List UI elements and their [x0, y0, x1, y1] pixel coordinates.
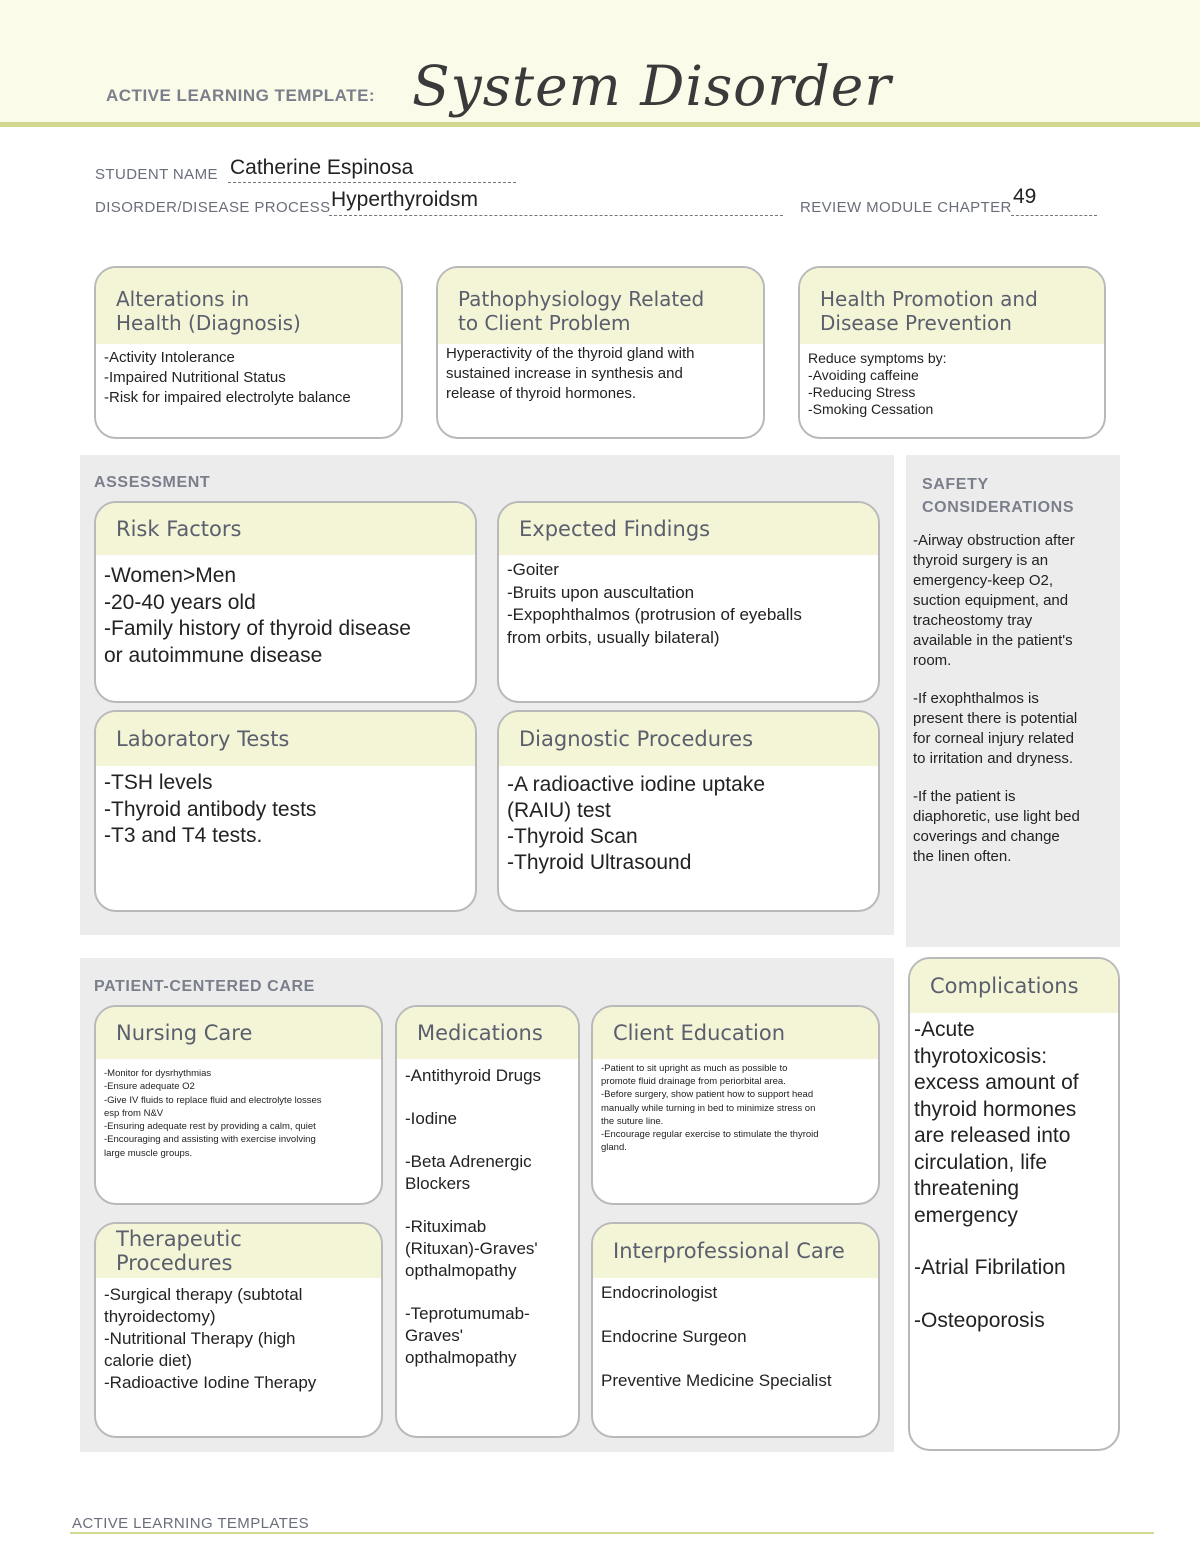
list-item: -Bruits upon auscultation — [507, 582, 695, 602]
list-item: release of thyroid hormones. — [446, 385, 637, 402]
interprofessional-care-title: Interprofessional Care — [593, 1224, 878, 1278]
list-item: -Encourage regular exercise to stimulate the thyroid — [601, 1129, 819, 1141]
expected-findings-title: Expected Findings — [499, 503, 878, 555]
footer-label: ACTIVE LEARNING TEMPLATES — [72, 1515, 309, 1532]
complications-box — [908, 957, 1120, 1451]
risk-factors-title: Risk Factors — [96, 503, 475, 555]
client-education-body — [593, 1059, 878, 1154]
nursing-care-body — [96, 1059, 381, 1160]
diagnostic-procedures-title: Diagnostic Procedures — [499, 712, 878, 766]
list-item: -Women>Men — [104, 564, 237, 587]
pathophysiology-title: Pathophysiology Related to Client Problem — [438, 268, 763, 344]
list-item: (RAIU) test — [507, 799, 611, 822]
list-item: -Expophthalmos (protrusion of eyeballs — [507, 605, 802, 624]
nursing-care-box — [94, 1005, 383, 1205]
list-item: -Reducing Stress — [808, 384, 916, 400]
list-item: -Ensuring adequate rest by providing a calm, quiet — [104, 1121, 316, 1133]
list-item: -TSH levels — [104, 771, 213, 794]
list-item: -20-40 years old — [104, 590, 256, 614]
list-item: -Avoiding caffeine — [808, 367, 919, 383]
list-item: -Teprotumumab- — [405, 1304, 530, 1323]
list-item: -Antithyroid Drugs — [405, 1066, 542, 1085]
alterations-body — [96, 344, 401, 408]
list-item: -T3 and T4 tests. — [104, 824, 263, 847]
safety-label: SAFETY CONSIDERATIONS — [922, 476, 1075, 516]
list-item: thyroidectomy) — [104, 1307, 216, 1326]
list-item: -Iodine — [405, 1109, 457, 1128]
list-item: calorie diet) — [104, 1351, 192, 1370]
list-item: -Impaired Nutritional Status — [104, 369, 286, 386]
alterations-box — [94, 266, 403, 439]
risk-factors-box — [94, 501, 477, 703]
list-item: -Surgical therapy (subtotal — [104, 1285, 303, 1304]
therapeutic-procedures-box — [94, 1222, 383, 1438]
health-promotion-box — [798, 266, 1106, 439]
pathophysiology-body — [438, 344, 763, 404]
list-item: -Encouraging and assisting with exercise involving — [104, 1134, 316, 1146]
nursing-care-title: Nursing Care — [96, 1007, 381, 1059]
medications-title: Medications — [397, 1007, 578, 1059]
laboratory-tests-title: Laboratory Tests — [96, 712, 475, 766]
list-item: -Acute — [914, 1018, 975, 1041]
client-education-title: Client Education — [593, 1007, 878, 1059]
complications-title: Complications — [910, 959, 1118, 1013]
chapter-label: REVIEW MODULE CHAPTER — [800, 199, 1012, 216]
list-item: gland. — [601, 1142, 627, 1154]
list-item: -Atrial Fibrilation — [914, 1256, 1066, 1279]
list-item: -Radioactive Iodine Therapy — [104, 1373, 317, 1392]
list-item: -Osteoporosis — [914, 1308, 1045, 1332]
list-item: or autoimmune disease — [104, 643, 323, 667]
list-item: -Activity Intolerance — [104, 349, 235, 366]
alterations-title: Alterations in Health (Diagnosis) — [96, 268, 401, 344]
list-item: -Thyroid antibody tests — [104, 797, 317, 821]
list-item: -Patient to sit upright as much as possible to — [601, 1063, 788, 1074]
pathophysiology-box — [436, 266, 765, 439]
therapeutic-procedures-title: Therapeutic Procedures — [96, 1224, 381, 1278]
laboratory-tests-box — [94, 710, 477, 912]
list-item: Hyperactivity of the thyroid gland with — [446, 345, 695, 362]
chapter-field[interactable] — [1011, 185, 1097, 216]
list-item: large muscle groups. — [104, 1147, 193, 1159]
therapeutic-procedures-body — [96, 1278, 381, 1394]
expected-findings-body — [499, 555, 878, 649]
student-name-field[interactable] — [228, 156, 516, 183]
list-item: -Beta Adrenergic — [405, 1152, 532, 1171]
client-education-box — [591, 1005, 880, 1205]
list-item: -Nutritional Therapy (high — [104, 1329, 296, 1348]
interprofessional-care-body — [593, 1278, 878, 1392]
template-label: ACTIVE LEARNING TEMPLATE: — [106, 86, 376, 105]
list-item: -Rituximab — [405, 1217, 487, 1236]
list-item: -Before surgery, show patient how to support head — [601, 1089, 814, 1101]
list-item: -Give IV fluids to replace fluid and electrolyte losses — [104, 1094, 322, 1106]
list-item: the suture line. — [601, 1115, 664, 1127]
disorder-label: DISORDER/DISEASE PROCESS — [95, 199, 331, 216]
list-item: Endocrine Surgeon — [601, 1327, 747, 1346]
list-item: sustained increase in synthesis and — [446, 365, 683, 382]
list-item: Endocrinologist — [601, 1283, 718, 1302]
list-item: esp from N&V — [104, 1107, 164, 1119]
footer-divider — [70, 1532, 1154, 1534]
chapter-value: 49 — [1013, 185, 1037, 208]
list-item: manually while turning in bed to minimize stress on — [601, 1102, 816, 1114]
list-item: Preventive Medicine Specialist — [601, 1371, 832, 1390]
patient-care-label: PATIENT-CENTERED CARE — [94, 978, 315, 995]
list-item: -Smoking Cessation — [808, 401, 934, 417]
diagnostic-procedures-body — [499, 766, 878, 876]
interprofessional-care-box — [591, 1222, 880, 1438]
list-item: -Goiter — [507, 560, 559, 579]
health-promotion-body — [800, 344, 1104, 418]
medications-box — [395, 1005, 580, 1438]
list-item: -Risk for impaired electrolyte balance — [104, 389, 351, 406]
header-divider — [0, 122, 1200, 127]
list-item: Reduce symptoms by: — [808, 350, 947, 366]
list-item: -Thyroid Scan — [507, 825, 638, 848]
expected-findings-box — [497, 501, 880, 703]
laboratory-tests-body — [96, 766, 475, 850]
list-item: promote fluid drainage from periorbital area. — [601, 1076, 786, 1088]
complications-body: -Acute thyrotoxicosis: excess amount of thyroid hormones are released into circulation, life threatening emergency -Atrial Fibrilation -Osteoporosis — [910, 1013, 1118, 1334]
list-item: -A radioactive iodine uptake — [507, 773, 765, 796]
list-item: -Monitor for dysrhythmias — [104, 1068, 212, 1079]
list-item: -Ensure adequate O2 — [104, 1081, 195, 1093]
template-title: System Disorder — [412, 54, 892, 118]
medications-body: -Antithyroid Drugs -Iodine -Beta Adrenergic Blockers -Rituximab (Rituxan)-Graves' opthalmopathy -Teprotumumab- Graves' opthalmopathy — [397, 1059, 578, 1369]
assessment-label: ASSESSMENT — [94, 474, 211, 491]
health-promotion-title: Health Promotion and Disease Prevention — [800, 268, 1104, 344]
risk-factors-body — [96, 555, 475, 669]
student-name-label: STUDENT NAME — [95, 166, 218, 183]
student-name-value: Catherine Espinosa — [230, 156, 414, 179]
disorder-field[interactable] — [329, 188, 783, 216]
diagnostic-procedures-box — [497, 710, 880, 912]
list-item: -Thyroid Ultrasound — [507, 851, 692, 874]
list-item: -Family history of thyroid disease — [104, 617, 411, 640]
disorder-value: Hyperthyroidsm — [331, 188, 479, 211]
list-item: from orbits, usually bilateral) — [507, 627, 720, 647]
safety-body: -Airway obstruction after thyroid surgery is an emergency-keep O2, suction equipment, and tracheostomy tray available in the patient's room. -If exophthalmos is present there is potential for corneal injury related to irritation and dryness. -If the patient is diaphoretic, use light bed coverings and change the linen often. — [913, 532, 1080, 865]
